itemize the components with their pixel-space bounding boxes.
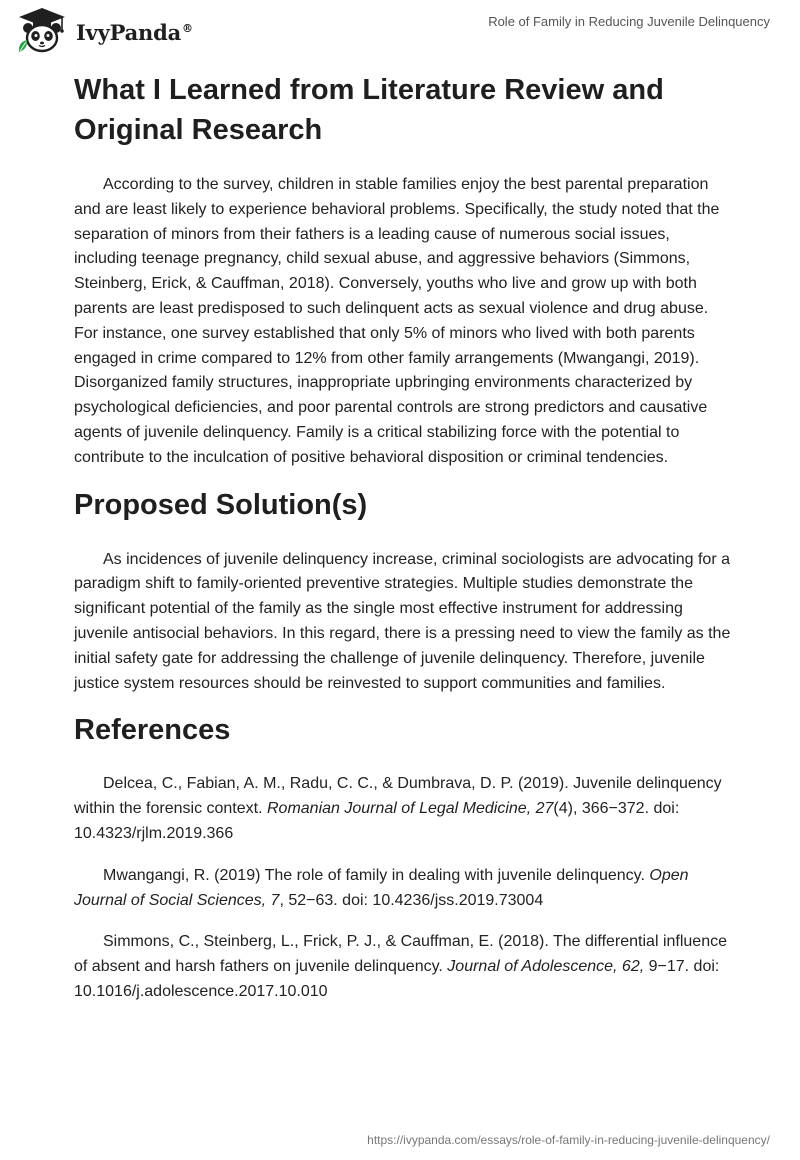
reference-journal: Journal of Adolescence, 62,: [447, 958, 645, 976]
page-header: [0, 0, 800, 66]
panda-graduate-icon: [16, 6, 68, 56]
document-title: Role of Family in Reducing Juvenile Delinquency: [488, 14, 770, 29]
section-title-learned: What I Learned from Literature Review and Original Research: [74, 74, 664, 146]
essay-content: [74, 70, 734, 1005]
paragraph-proposed: As incidences of juvenile delinquency increase, criminal sociologists are advocating for a paradigm shift to family-oriented preventive strategies. Multiple studies demonstrate the significant potential of the family as the single most effective instrument for addressing juvenile antisocial behaviors. In this regard, there is a pressing need to view the family as the initial safety gate for addressing the challenge of juvenile delinquency. Therefore, juvenile justice system resources should be reinvested to support communities and families.: [74, 550, 731, 692]
section-title-references: References: [74, 714, 231, 747]
registered-mark: ®: [182, 21, 193, 35]
reference-journal: Open Journal of Social Sciences, 7: [74, 866, 689, 909]
reference-item: Mwangangi, R. (2019) The role of family in dealing with juvenile delinquency. Open Journal of Social Sciences, 7, 52−63. doi: 10.4236/jss.2019.73004: [74, 866, 689, 909]
reference-item: Simmons, C., Steinberg, L., Frick, P. J., & Cauffman, E. (2018). The differential influence of absent and harsh fathers on juvenile delinquency. Journal of Adolescence, 62, 9−17. doi: 10.1016/j.adolescence.2017.10.010: [74, 933, 727, 1000]
section-title-proposed: Proposed Solution(s): [74, 488, 368, 521]
paragraph-learned: According to the survey, children in stable families enjoy the best parental preparation and are least likely to experience behavioral problems. Specifically, the study noted that the separation of minors from their fathers is a leading cause of numerous social issues, including teenage pregnancy, child sexual abuse, and aggressive behaviors (Simmons, Steinberg, Erick, & Cauffman, 2018). Conversely, youths who live and grow up with both parents are least predisposed to such delinquent acts as sexual violence and drug abuse. For instance, one survey established that only 5% of minors who lived with both parents engaged in crime compared to 12% from other family arrangements (Mwangangi, 2019). Disorganized family structures, inappropriate upbringing environments characterized by psychological deficiencies, and poor parental controls are strong predictors and causative agents of juvenile delinquency. Family is a critical stabilizing force with the potential to contribute to the inculcation of positive behavioral disposition or criminal tendencies.: [74, 176, 720, 466]
source-url-link[interactable]: https://ivypanda.com/essays/role-of-family-in-reducing-juvenile-delinquency/: [367, 1133, 770, 1147]
reference-journal: Romanian Journal of Legal Medicine, 27: [266, 800, 554, 818]
brand-name: IvyPanda®: [76, 19, 193, 45]
brand-logo[interactable]: [16, 6, 193, 56]
reference-item: Delcea, C., Fabian, A. M., Radu, C. C., & Dumbrava, D. P. (2019). Juvenile delinquency within the forensic context. Romanian Journal of Legal Medicine, 27(4), 366−372. doi: 10.4323/rjlm.2019.366: [74, 775, 722, 842]
